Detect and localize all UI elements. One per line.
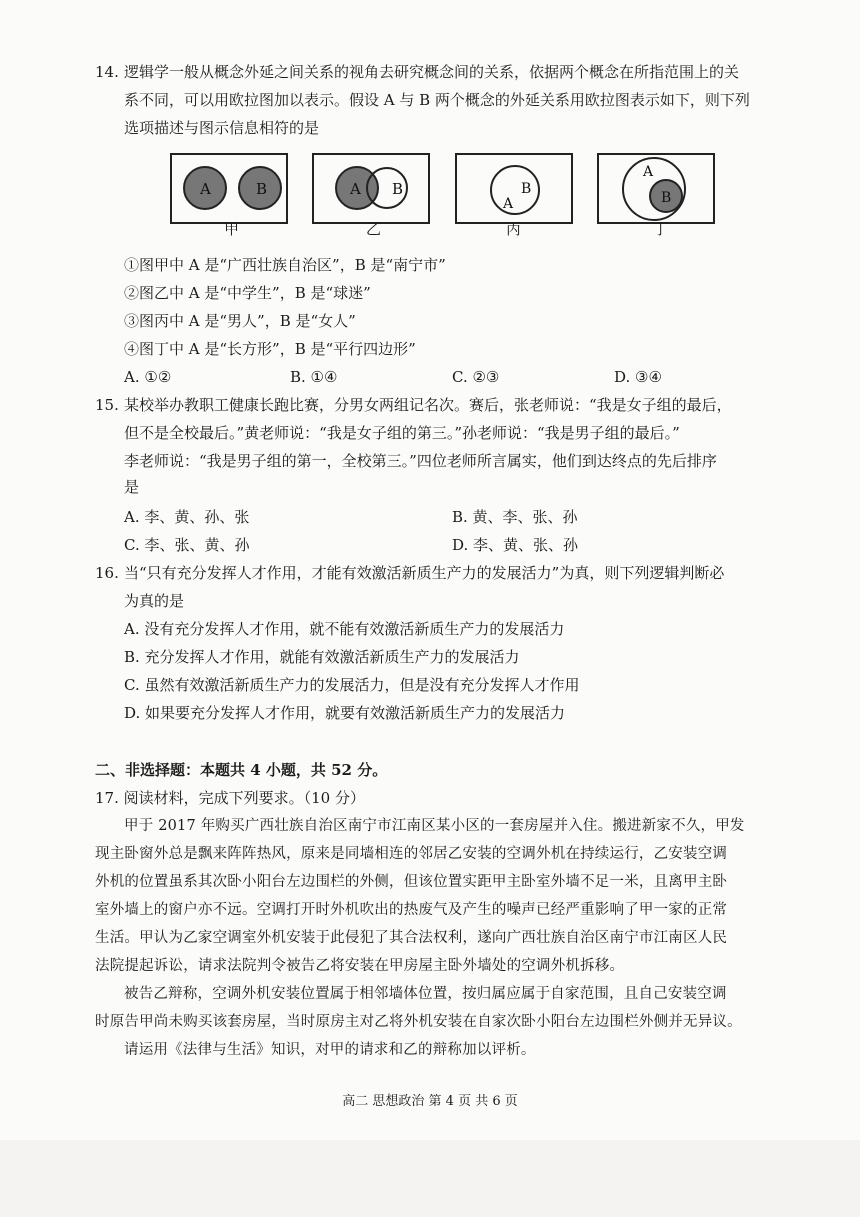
- q16-option-b: B. 充分发挥人才作用，就能有效激活新质生产力的发展活力: [124, 648, 520, 666]
- q17-para1-line-2: 现主卧窗外总是飘来阵阵热风，原来是同墙相连的邻居乙安装的空调外机在持续运行，乙安装空调: [95, 846, 728, 862]
- q16-line-1: 当“只有充分发挥人才作用，才能有效激活新质生产力的发展活力”为真，则下列逻辑判断必: [124, 564, 725, 582]
- q17-para1-line-5: 生活。甲认为乙家空调室外机安装于此侵犯了其合法权利，遂向广西壮族自治区南宁市江南区人民: [95, 930, 728, 946]
- q15-line-1: 某校举办教职工健康长跑比赛，分男女两组记名次。赛后，张老师说：“我是女子组的最后，: [124, 396, 732, 414]
- q16-option-a: A. 没有充分发挥人才作用，就不能有效激活新质生产力的发展活力: [124, 620, 565, 638]
- euler-diagram-bing: [455, 153, 573, 224]
- q16-number: 16.: [95, 564, 119, 582]
- q17-para1-line-3: 外机的位置虽系其次卧小阳台左边围栏的外侧，但该位置实距甲主卧室外墙不足一米，且离甲主卧: [95, 874, 728, 890]
- q15-option-d: D. 李、黄、张、孙: [452, 536, 579, 554]
- q14-statement-4: ④图丁中 A 是“长方形”，B 是“平行四边形”: [124, 340, 416, 358]
- q14-number: 14.: [95, 63, 119, 81]
- q15-line-2: 但不是全校最后。”黄老师说：“我是女子组的第三。”孙老师说：“我是男子组的最后。”: [124, 424, 680, 442]
- jia-b-label: B: [256, 180, 268, 198]
- q16-line-2: 为真的是: [124, 592, 185, 610]
- q17-para1-line-6: 法院提起诉讼，请求法院判令被告乙将安装在甲房屋主卧外墙处的空调外机拆移。: [95, 958, 625, 974]
- yi-a-label: A: [350, 180, 361, 198]
- euler-diagram-ding: [597, 153, 715, 224]
- q14-option-d: D. ③④: [614, 368, 662, 386]
- q16-option-d: D. 如果要充分发挥人才作用，就要有效激活新质生产力的发展活力: [124, 704, 566, 722]
- ding-a-label: A: [643, 164, 654, 180]
- q14-line-1: 逻辑学一般从概念外延之间关系的视角去研究概念间的关系，依据两个概念在所指范围上的关: [124, 63, 740, 81]
- q14-option-a: A. ①②: [124, 368, 172, 386]
- page-footer: 高二 思想政治 第 4 页 共 6 页: [342, 1094, 518, 1109]
- euler-diagram-yi: [312, 153, 430, 224]
- q14-statement-1: ①图甲中 A 是“广西壮族自治区”，B 是“南宁市”: [124, 256, 446, 274]
- jia-a-label: A: [200, 180, 211, 198]
- yi-b-label: B: [392, 180, 404, 198]
- q15-line-3: 李老师说：“我是男子组的第一，全校第三。”四位老师所言属实，他们到达终点的先后排序: [124, 452, 717, 470]
- q14-option-b: B. ①④: [290, 368, 338, 386]
- q17-para2-line-2: 时原告甲尚未购买该套房屋，当时原房主对乙将外机安装在自家次卧小阳台左边围栏外侧并无异议。: [95, 1014, 742, 1030]
- figure-label-ding: 丁: [653, 220, 669, 238]
- q17-para1-line-4: 室外墙上的窗户亦不远。空调打开时外机吹出的热废气及产生的噪声已经严重影响了甲一家的正常: [95, 902, 728, 918]
- q17-para2-line-1: 被告乙辩称，空调外机安装位置属于相邻墙体位置，按归属应属于自家范围，且自己安装空调: [124, 986, 727, 1002]
- q15-option-b: B. 黄、李、张、孙: [452, 508, 578, 526]
- q15-line-4: 是: [124, 478, 140, 496]
- q14-statement-3: ③图丙中 A 是“男人”，B 是“女人”: [124, 312, 356, 330]
- bing-a-label: A: [503, 196, 514, 212]
- q15-number: 15.: [95, 396, 119, 414]
- ding-b-label: B: [661, 190, 672, 206]
- q15-option-a: A. 李、黄、孙、张: [124, 508, 250, 526]
- q14-line-3: 选项描述与图示信息相符的是: [124, 119, 320, 137]
- q15-option-c: C. 李、张、黄、孙: [124, 536, 250, 554]
- figure-label-jia: 甲: [224, 220, 240, 238]
- figure-label-yi: 乙: [366, 220, 382, 238]
- section-2-title: 二、非选择题：本题共 4 小题，共 52 分。: [95, 761, 388, 779]
- q17-task: 请运用《法律与生活》知识，对甲的请求和乙的辩称加以评析。: [124, 1042, 536, 1058]
- figure-label-bing: 丙: [506, 220, 522, 238]
- q14-statement-2: ②图乙中 A 是“中学生”，B 是“球迷”: [124, 284, 371, 302]
- q14-line-2: 系不同，可以用欧拉图加以表示。假设 A 与 B 两个概念的外延关系用欧拉图表示如下，则下列: [124, 91, 750, 109]
- bing-b-label: B: [521, 181, 532, 197]
- euler-diagram-jia: [170, 153, 288, 224]
- q17-heading: 17. 阅读材料，完成下列要求。（10 分）: [95, 789, 365, 807]
- q14-option-c: C. ②③: [452, 368, 500, 386]
- q17-para1-line-1: 甲于 2017 年购买广西壮族自治区南宁市江南区某小区的一套房屋并入住。搬进新家不久，甲发: [124, 818, 745, 834]
- q16-option-c: C. 虽然有效激活新质生产力的发展活力，但是没有充分发挥人才作用: [124, 676, 580, 694]
